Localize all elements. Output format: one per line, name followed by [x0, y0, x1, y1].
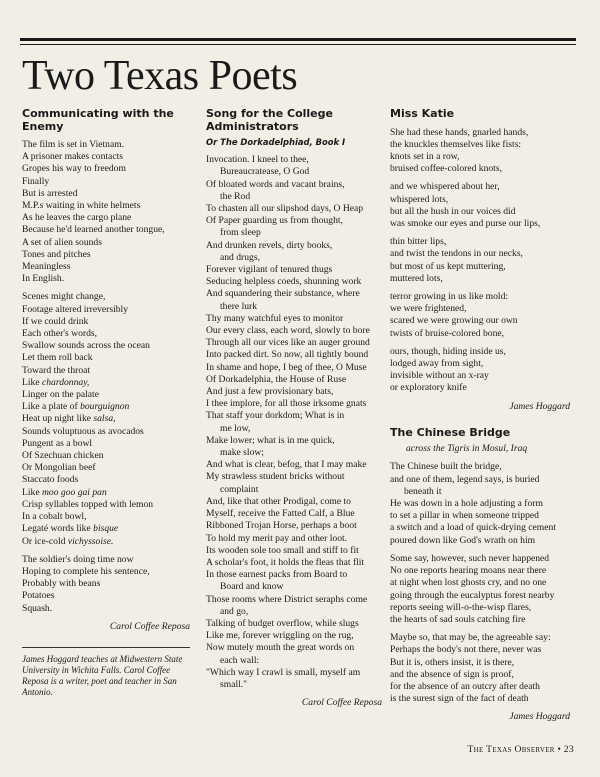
stanza [390, 291, 570, 340]
poem-line: Scenes might change, [22, 291, 106, 303]
poem-line: and drugs, [220, 251, 260, 263]
poem-line: My strawless student bricks without [206, 471, 345, 483]
poem-line: And just a few provisionary bats, [206, 386, 334, 398]
poem-line: Because he'd learned another tongue, [22, 224, 165, 236]
poem-line: Some say, however, such never happened [390, 552, 550, 564]
poem-line: and one of them, legend says, is buried [390, 473, 540, 485]
poem-line: poured down like God's wrath on him [390, 534, 536, 546]
poem-line: Talking of budget overflow, while slugs [206, 617, 359, 629]
poem-line: Tones and pitches [22, 248, 91, 260]
top-rule-thin [20, 44, 576, 45]
poem-line: And what is clear, befog, that I may make [206, 459, 367, 471]
poem-line: was smoke our eyes and purse our lips, [390, 217, 541, 229]
poem-line: and we whispered about her, [390, 181, 500, 193]
poem-line: Or ice-cold vichyssoise. [22, 535, 114, 547]
poem-line: make slow; [220, 447, 264, 459]
poem-line: and twist the tendons in our necks, [390, 248, 523, 260]
poem-line: Thy many watchful eyes to monitor [206, 312, 344, 324]
poem-line: ours, though, hiding inside us, [390, 345, 506, 357]
poem-line: complaint [220, 483, 259, 495]
poem-line: there lurk [220, 300, 258, 312]
poem-body [22, 139, 190, 615]
column-1 [22, 108, 190, 698]
poem-line: But it is, others insist, it is there, [390, 656, 515, 668]
poem-line: we were frightened, [390, 303, 467, 315]
poem-line: knots set in a row, [390, 150, 460, 162]
poem-line: the Rod [220, 190, 251, 202]
poem-line: reports seeing will-o-the-wisp flares, [390, 601, 532, 613]
poem-line: Footage altered irreversibly [22, 303, 129, 315]
poem-line: Ribboned Trojan Horse, perhaps a boot [206, 520, 357, 532]
stanza [390, 553, 570, 626]
poem-line: me low, [220, 422, 251, 434]
poem-line: Potatoes [22, 590, 55, 602]
stanza [390, 632, 570, 705]
poem-line: In those earnest packs from Board to [206, 569, 348, 581]
top-rule [20, 38, 576, 41]
stanza [22, 291, 190, 547]
poem-line: thin bitter lips, [390, 236, 447, 248]
stanza [390, 181, 570, 230]
poem-line: Toward the throat [22, 364, 91, 376]
poem-line: Hoping to complete his sentence, [22, 565, 150, 577]
poem-line: Of Dorkadelphia, the House of Ruse [206, 373, 347, 385]
poem-line: Like me, forever wriggling on the rug, [206, 630, 354, 642]
poem-author: Carol Coffee Reposa [301, 697, 382, 709]
poem-line: But is arrested [22, 187, 78, 199]
poem-line: And drunken revels, dirty books, [206, 239, 333, 251]
poem-line: Its wooden sole too small and stiff to fit [206, 544, 359, 556]
poem-line: The film is set in Vietnam. [22, 139, 125, 150]
stanza [390, 346, 570, 395]
poem-line: Gropes his way to freedom [22, 163, 126, 175]
poem-line: muttered lots, [390, 272, 443, 284]
poem-subtitle: Or The Dorkadelphiad, Book I [206, 137, 346, 147]
italic-word: chardonnay, [41, 376, 90, 388]
poem-line: Invocation. I kneel to thee, [206, 154, 309, 166]
poem-line: terror growing in us like mold: [390, 290, 509, 302]
stanza [390, 236, 570, 285]
bio-divider [22, 647, 190, 648]
poem-line: but all the hush in our voices did [390, 205, 516, 217]
poem-line: She had these hands, gnarled hands, [390, 126, 529, 138]
poem-line: the hearts of sad souls catching fire [390, 613, 526, 625]
italic-word: bourguignon [80, 401, 130, 413]
poem-line: Into packed dirt. So now, all tightly bound [206, 349, 369, 361]
poem-line: whispered lots, [390, 193, 449, 205]
poem-line: to set a pillar in when someone tripped [390, 510, 539, 522]
poem-line: To hold my merit pay and other loot. [206, 532, 348, 544]
poem-body [206, 154, 382, 691]
poem-line: Each other's words, [22, 328, 97, 340]
column-2 [206, 108, 382, 715]
stanza [206, 154, 382, 691]
poem-line: The soldier's doing time now [22, 553, 134, 565]
poem-line: To chasten all our slipshod days, O Heap [206, 203, 364, 215]
italic-word: salsa, [93, 413, 116, 425]
poem-line: is the surest sign of the fact of death [390, 693, 529, 705]
poem-body [390, 127, 570, 395]
page-title: Two Texas Poets [22, 53, 298, 99]
poem-author: Carol Coffee Reposa [109, 620, 190, 632]
poem-line: at night when lost ghosts cry, and no one [390, 577, 547, 589]
poem-line: A scholar's foot, it holds the fleas that flit [206, 556, 365, 568]
poem-line: Finally [22, 175, 50, 187]
poem-line: small." [220, 678, 248, 690]
poem-body [390, 461, 570, 705]
contributors-bio: James Hoggard teaches at Midwestern State University in Wichita Falls. Carol Coffee Reposa is a writer, poet and teacher in San Antonio. [22, 653, 183, 697]
poem-line: Let them roll back [22, 352, 93, 364]
poem-line: twists of bruise-colored bone, [390, 327, 505, 339]
poem-line: Squash. [22, 602, 53, 614]
poem-line: but most of us kept muttering, [390, 260, 506, 272]
poem-line: And squandering their substance, where [206, 288, 360, 300]
poem-line: M.P.s waiting in white helmets [22, 200, 141, 212]
poem-line: As he leaves the cargo plane [22, 212, 132, 224]
poem-line: and go, [220, 605, 249, 617]
poem-line: Like chardonnay, [22, 376, 90, 388]
poem-title: Communicating with the Enemy [22, 107, 174, 133]
poem-dedication: across the Tigris in Mosul, Iraq [406, 443, 528, 455]
poem-line: for the absence of an outcry after death [390, 680, 540, 692]
poem-line: Through all our vices like an auger ground [206, 337, 370, 349]
italic-word: vichyssoise. [67, 535, 114, 547]
poem-line: Sounds voluptuous as avocados [22, 425, 144, 437]
poem-line: going through the eucalyptus forest nearby [390, 589, 555, 601]
poem-line: Of Szechuan chicken [22, 450, 104, 462]
poem-line: from sleep [220, 227, 261, 239]
poem-author: James Hoggard [509, 711, 570, 723]
poem-line: Those rooms where District seraphs come [206, 593, 368, 605]
poem-line: No one reports hearing moans near there [390, 565, 547, 577]
poem-line: invisible without an x-ray [390, 370, 489, 382]
poem-line: Perhaps the body's not there, never was [390, 644, 542, 656]
poem-title: Song for the College Administrators [206, 107, 333, 133]
poem-title: Miss Katie [390, 107, 455, 120]
poem-line: Of Paper guarding us from thought, [206, 215, 343, 227]
stanza [390, 127, 570, 176]
poem-line: The Chinese built the bridge, [390, 461, 502, 473]
poem-line: Forever vigilant of tenured thugs [206, 264, 333, 276]
poem-line: a switch and a load of quick-drying cement [390, 522, 556, 534]
poem-line: Crisp syllables topped with lemon [22, 498, 154, 510]
poem-line: He was down in a hole adjusting a form [390, 498, 543, 510]
column-3 [390, 108, 570, 730]
poem-line: or exploratory knife [390, 382, 467, 394]
poem-line: If we could drink [22, 315, 89, 327]
poem-line: Legaté words like bisque [22, 523, 119, 535]
poem-line: In a cobalt bowl, [22, 511, 87, 523]
poem-line: beneath it [404, 485, 442, 497]
stanza [22, 554, 190, 615]
stanza [22, 139, 190, 285]
poem-line: A set of alien sounds [22, 236, 102, 248]
poem-line: Our every class, each word, slowly to bore [206, 325, 370, 337]
poem-line: Of bloated words and vacant brains, [206, 178, 345, 190]
poem-line: "Which way I crawl is small, myself am [206, 666, 361, 678]
poem-line: Bureaucratease, O God [220, 166, 310, 178]
poem-author: James Hoggard [509, 400, 570, 412]
poem-line: each wall: [220, 654, 260, 666]
italic-word: moo goo gai pan [41, 486, 107, 498]
poem-line: Board and know [220, 581, 284, 593]
poem-line: And, like that other Prodigal, come to [206, 495, 351, 507]
poem-line: lodged away from sight, [390, 357, 484, 369]
poem-line: Staccato foods [22, 474, 79, 486]
poem-line: Pungent as a bowl [22, 437, 93, 449]
poem-line: and the absence of sign is proof, [390, 668, 514, 680]
italic-word: bisque [93, 523, 119, 535]
poem-line: Make lower; what is in me quick, [206, 434, 335, 446]
poem-line: Like a plate of bourguignon [22, 401, 130, 413]
poem-line: Heat up night like salsa, [22, 413, 116, 425]
poem-line: Myself, receive the Fatted Calf, a Blue [206, 508, 355, 520]
poem-line: Or Mongolian beef [22, 462, 96, 474]
poem-line: I thee implore, for all those irksome gnats [206, 398, 367, 410]
poem-title: The Chinese Bridge [390, 425, 511, 439]
poem-line: bruised coffee-colored knots, [390, 163, 502, 175]
poem-line: In shame and hope, I beg of thee, O Muse [206, 361, 367, 373]
poem-line: Swallow sounds across the ocean [22, 340, 150, 352]
poem-line: scared we were growing our own [390, 315, 518, 327]
stanza [390, 461, 570, 546]
poem-line: Like moo goo gai pan [22, 486, 107, 498]
poem-line: In English. [22, 273, 65, 285]
poem-line: Linger on the palate [22, 389, 99, 401]
poem-line: Maybe so, that may be, the agreeable say: [390, 632, 551, 644]
poem-line: Now mutely mouth the great words on [206, 642, 355, 654]
poem-line: A prisoner makes contacts [22, 151, 123, 163]
poem-line: Meaningless [22, 261, 71, 273]
poem-line: That staff your dorkdom; What is in [206, 410, 345, 422]
poem-line: Probably with beans [22, 578, 101, 590]
poem-line: the knuckles themselves like fists: [390, 138, 522, 150]
page-footer: The Texas Observer • 23 [467, 744, 574, 755]
poem-line: Seducing helpless coeds, shunning work [206, 276, 362, 288]
